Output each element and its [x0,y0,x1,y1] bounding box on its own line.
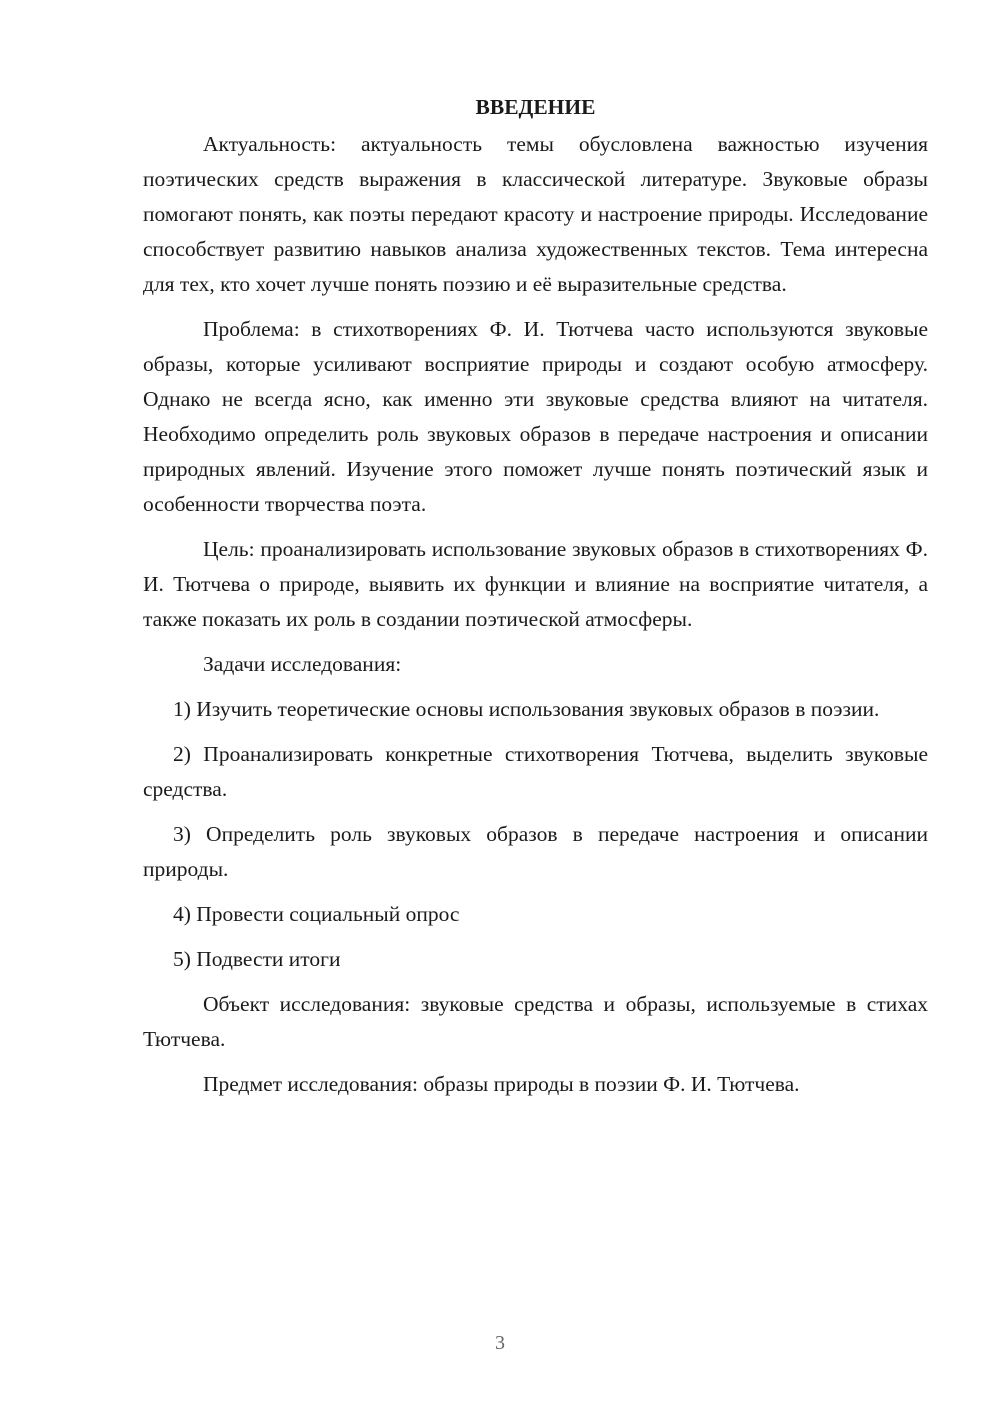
tasks-heading: Задачи исследования: [203,652,402,676]
task-item-2: 2) Проанализировать конкретные стихотворения Тютчева, выделить звуковые средства. [143,742,928,801]
goal-paragraph: Цель: проанализировать использование звуковых образов в стихотворениях Ф. И. Тютчева о природе, выявить их функции и влияние на восприятие читателя, а также показать их роль в создании поэтической атмосферы. [143,537,928,631]
task-item-3: 3) Определить роль звуковых образов в передаче настроения и описании природы. [143,822,928,881]
problem-paragraph: Проблема: в стихотворениях Ф. И. Тютчева часто используются звуковые образы, которые усиливают восприятие природы и создают особую атмосферу. Однако не всегда ясно, как именно эти звуковые средства влияют на читателя. Необходимо определить роль звуковых образов в передаче настроения и описании природных явлений. Изучение этого поможет лучше понять поэтический язык и особенности творчества поэта. [143,317,928,516]
object-paragraph: Объект исследования: звуковые средства и образы, используемые в стихах Тютчева. [143,992,928,1051]
task-item-1: 1) Изучить теоретические основы использования звуковых образов в поэзии. [173,697,880,721]
page-number: 3 [495,1332,505,1354]
page-title: ВВЕДЕНИЕ [475,95,596,119]
document-page [143,90,928,1102]
task-item-4: 4) Провести социальный опрос [173,902,460,926]
relevance-paragraph: Актуальность: актуальность темы обусловлена важностью изучения поэтических средств выражения в классической литературе. Звуковые образы помогают понять, как поэты передают красоту и настроение природы. Исследование способствует развитию навыков анализа художественных текстов. Тема интересна для тех, кто хочет лучше понять поэзию и её выразительные средства. [143,132,928,296]
task-item-5: 5) Подвести итоги [173,947,341,971]
subject-paragraph: Предмет исследования: образы природы в поэзии Ф. И. Тютчева. [203,1072,800,1096]
